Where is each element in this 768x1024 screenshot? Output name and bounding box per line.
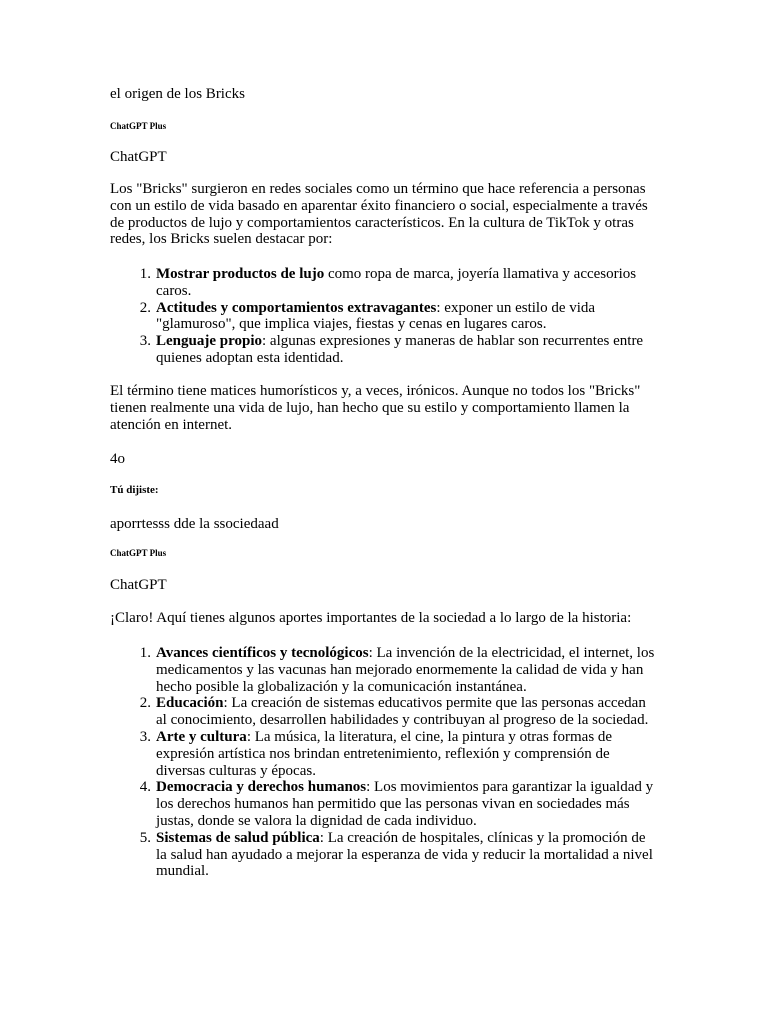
list-item xyxy=(110,729,658,779)
response-outro: El término tiene matices humorísticos y, a veces, irónicos. Aunque no todos los "Bricks" tienen realmente una vida de lujo, han hecho que su estilo y comportamiento llamen la atención en internet. xyxy=(110,383,641,433)
list-item xyxy=(110,830,658,880)
list-item-number: 3. xyxy=(139,333,151,350)
list-item-text: : La invención de la electricidad, el internet, los medicamentos y las vacunas han mejorado enormemente la calidad de vida y han hecho posible la globalización y la comunicación instantánea. xyxy=(156,645,655,695)
list-item-number: 2. xyxy=(139,299,151,316)
list-item-text: : Los movimientos para garantizar la igualdad y los derechos humanos han permitido que las personas vivan en sociedades más justas, donde se valora la dignidad de cada individuo. xyxy=(156,779,654,829)
speaker-name: ChatGPT xyxy=(110,577,167,593)
list-item-title: Avances científicos y tecnológicos xyxy=(156,645,369,661)
list-item-title: Actitudes y comportamientos extravagantes xyxy=(156,299,437,316)
user-message: aporrtesss dde la ssociedaad xyxy=(110,516,279,532)
list-item-title: Democracia y derechos humanos xyxy=(156,779,367,796)
list-item-number: 5. xyxy=(139,829,151,846)
list-item-number: 3. xyxy=(139,728,151,745)
list-item-text: como ropa de marca, joyería llamativa y accesorios caros. xyxy=(156,266,637,299)
list-item-text: : La creación de sistemas educativos permite que las personas accedan al conocimiento, desarrollen habilidades y contribuyan al progreso de la sociedad. xyxy=(156,695,649,729)
list-item xyxy=(110,779,658,829)
list-item xyxy=(110,645,658,695)
document-heading: el origen de los Bricks xyxy=(110,86,245,102)
author-label: ChatGPT Plus xyxy=(110,548,167,558)
list-item xyxy=(110,333,658,367)
list-item-number: 2. xyxy=(139,695,151,712)
speaker-name: ChatGPT xyxy=(110,149,167,165)
list-item-number: 1. xyxy=(139,266,151,282)
list-item-text: : La creación de hospitales, clínicas y la promoción de la salud han ayudado a mejorar la esperanza de vida y reducir la mortalidad a nivel mundial. xyxy=(156,829,653,880)
list-item-number: 1. xyxy=(139,645,151,661)
response-intro: ¡Claro! Aquí tienes algunos aportes importantes de la sociedad a lo largo de la historia: xyxy=(110,610,632,626)
list-item-title: Educación xyxy=(156,695,224,712)
list-item-title: Arte y cultura xyxy=(156,728,247,745)
list-item-title: Mostrar productos de lujo xyxy=(156,266,325,282)
author-label: ChatGPT Plus xyxy=(110,121,167,131)
list-item-title: Lenguaje propio xyxy=(156,333,262,350)
list-item-number: 4. xyxy=(139,779,151,796)
list-item-text: : La música, la literatura, el cine, la pintura y otras formas de expresión artística nos brindan entretenimiento, reflexión y comprensión de diversas culturas y épocas. xyxy=(156,728,613,779)
list-item xyxy=(110,300,658,334)
bricks-traits-list xyxy=(110,266,658,367)
response-intro: Los "Bricks" surgieron en redes sociales como un término que hace referencia a personas con un estilo de vida basado en aparentar éxito financiero o social, especialmente a través de productos de lujo y comportamientos característicos. En la cultura de TikTok y otras redes, los Bricks suelen destacar por: xyxy=(110,181,648,248)
list-item-text: : algunas expresiones y maneras de hablar son recurrentes entre quienes adoptan esta identidad. xyxy=(156,333,644,366)
society-contributions-list xyxy=(110,645,658,880)
model-label: 4o xyxy=(110,451,125,467)
user-label: Tú dijiste: xyxy=(110,484,159,496)
list-item xyxy=(110,266,658,300)
list-item-title: Sistemas de salud pública xyxy=(156,829,320,846)
list-item xyxy=(110,695,658,729)
list-item-text: : exponer un estilo de vida "glamuroso", que implica viajes, fiestas y cenas en lugares caros. xyxy=(156,299,596,333)
